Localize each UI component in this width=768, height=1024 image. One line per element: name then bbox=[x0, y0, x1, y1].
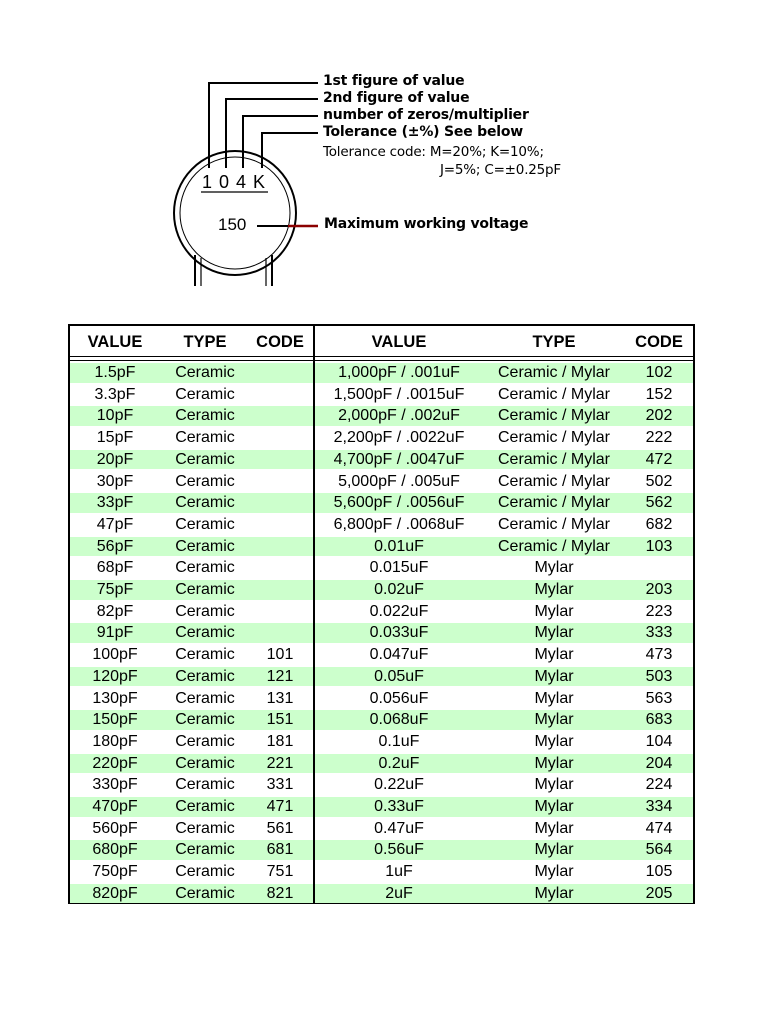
cell-value-left: 680pF bbox=[92, 841, 138, 859]
cell-type-left: Ceramic bbox=[175, 385, 235, 403]
cell-code-left: 131 bbox=[266, 689, 294, 707]
cell-value-right: 0.033uF bbox=[369, 624, 429, 642]
cell-code-left bbox=[250, 601, 310, 623]
cell-code-right bbox=[625, 557, 693, 579]
cell-value-right: 5,000pF / .005uF bbox=[338, 472, 460, 490]
cell-type-left: Ceramic bbox=[175, 472, 235, 490]
table-row bbox=[70, 774, 693, 796]
table-row bbox=[70, 796, 693, 818]
table-row bbox=[70, 514, 693, 536]
cell-type-right: Mylar bbox=[534, 798, 574, 815]
cell-value-left: 33pF bbox=[96, 494, 134, 512]
capacitor-marking-diagram bbox=[0, 0, 768, 300]
callout-tolerance: Tolerance (±%) See below bbox=[323, 124, 524, 140]
cell-code-left bbox=[250, 492, 310, 514]
cell-type-left: Ceramic bbox=[175, 689, 235, 707]
cell-value-right: 0.047uF bbox=[369, 646, 429, 664]
cell-value-right: 0.05uF bbox=[374, 667, 424, 685]
cell-value-right: 0.1uF bbox=[378, 732, 420, 750]
cell-type-right: Ceramic / Mylar bbox=[497, 515, 610, 533]
cell-type-right: Mylar bbox=[534, 863, 574, 881]
table-row bbox=[70, 666, 693, 688]
cell-code-left: 471 bbox=[266, 798, 294, 815]
cell-type-left: Ceramic bbox=[175, 624, 235, 642]
code-digit-3: 4 bbox=[236, 172, 247, 192]
cell-value-left: 750pF bbox=[92, 863, 138, 881]
cell-code-left: 121 bbox=[266, 667, 294, 685]
cell-type-right: Ceramic / Mylar bbox=[497, 385, 610, 403]
table-row bbox=[70, 839, 693, 861]
cell-type-right: Mylar bbox=[534, 776, 574, 794]
cell-type-left: Ceramic bbox=[175, 863, 235, 881]
code-digit-1: 1 bbox=[202, 172, 213, 192]
cell-code-left: 751 bbox=[266, 863, 294, 881]
cell-type-left: Ceramic bbox=[175, 581, 235, 598]
cell-code-right: 152 bbox=[645, 385, 673, 403]
cell-type-left: Ceramic bbox=[175, 841, 235, 859]
cell-code-right: 103 bbox=[645, 537, 673, 555]
cell-code-left bbox=[250, 622, 310, 644]
cell-code-left bbox=[250, 405, 310, 427]
cell-type-right: Mylar bbox=[534, 754, 574, 772]
table-row bbox=[70, 709, 693, 731]
cell-code-left bbox=[250, 427, 310, 449]
cell-code-right: 204 bbox=[645, 754, 673, 772]
cell-code-left bbox=[250, 449, 310, 471]
cell-type-right: Mylar bbox=[534, 667, 574, 685]
cell-value-left: 150pF bbox=[92, 711, 138, 729]
cell-type-right: Mylar bbox=[534, 602, 574, 620]
cell-type-left: Ceramic bbox=[175, 559, 235, 577]
cell-type-right: Mylar bbox=[534, 841, 574, 859]
table-row bbox=[70, 405, 693, 427]
header-type-left: TYPE bbox=[183, 333, 227, 351]
cell-code-right: 472 bbox=[645, 450, 673, 468]
header-value-left: VALUE bbox=[87, 333, 143, 351]
cell-type-right: Ceramic / Mylar bbox=[497, 450, 610, 468]
callout-second-figure: 2nd figure of value bbox=[323, 90, 470, 106]
cell-code-right: 682 bbox=[645, 515, 673, 533]
cell-value-left: 91pF bbox=[96, 624, 134, 642]
callout-multiplier: number of zeros/multiplier bbox=[323, 107, 529, 123]
cell-code-right: 683 bbox=[645, 711, 673, 729]
table-row bbox=[70, 644, 693, 666]
cell-value-right: 1,500pF / .0015uF bbox=[333, 385, 465, 403]
header-code-left: CODE bbox=[256, 333, 304, 351]
cell-code-right: 223 bbox=[645, 602, 673, 620]
cell-code-left: 151 bbox=[266, 711, 294, 729]
table-row bbox=[70, 883, 693, 905]
cell-code-left: 681 bbox=[266, 841, 294, 859]
callout-first-figure: 1st figure of value bbox=[323, 73, 465, 89]
cell-code-right: 473 bbox=[645, 646, 673, 664]
cell-code-left: 331 bbox=[266, 776, 294, 794]
cell-value-left: 100pF bbox=[92, 646, 138, 664]
code-digit-2: 0 bbox=[219, 172, 230, 192]
cell-value-right: 0.47uF bbox=[374, 819, 424, 837]
cell-value-right: 0.56uF bbox=[374, 841, 424, 859]
cell-code-left bbox=[250, 362, 310, 384]
tolerance-code-line-1: Tolerance code: M=20%; K=10%; bbox=[323, 144, 544, 160]
table-row bbox=[70, 579, 693, 601]
cell-code-right: 564 bbox=[645, 841, 673, 859]
cell-value-left: 20pF bbox=[96, 450, 134, 468]
header-value-right: VALUE bbox=[371, 333, 427, 351]
cell-type-right: Mylar bbox=[534, 624, 574, 642]
cell-code-right: 202 bbox=[645, 407, 673, 425]
cell-type-right: Mylar bbox=[534, 646, 574, 664]
cell-type-left: Ceramic bbox=[175, 429, 235, 447]
cell-value-left: 820pF bbox=[92, 884, 138, 902]
cell-code-left: 221 bbox=[266, 754, 294, 772]
table-row bbox=[70, 688, 693, 710]
cell-value-left: 47pF bbox=[96, 515, 134, 533]
voltage-label: 150 bbox=[218, 215, 247, 234]
cell-value-right: 1,000pF / .001uF bbox=[338, 364, 460, 381]
cell-value-left: 330pF bbox=[92, 776, 138, 794]
table-row bbox=[70, 557, 693, 579]
cell-type-right: Mylar bbox=[534, 689, 574, 707]
cell-value-left: 130pF bbox=[92, 689, 138, 707]
cell-value-right: 1uF bbox=[385, 863, 413, 881]
cell-value-right: 6,800pF / .0068uF bbox=[333, 515, 465, 533]
header-type-right: TYPE bbox=[532, 333, 576, 351]
cell-type-right: Mylar bbox=[534, 819, 574, 837]
table-row bbox=[70, 362, 693, 384]
table-row bbox=[70, 731, 693, 753]
callout-max-voltage: Maximum working voltage bbox=[324, 216, 529, 232]
cell-value-right: 2uF bbox=[385, 884, 413, 902]
cell-type-left: Ceramic bbox=[175, 407, 235, 425]
cell-code-left: 181 bbox=[266, 732, 294, 750]
table-row bbox=[70, 492, 693, 514]
cell-type-left: Ceramic bbox=[175, 602, 235, 620]
cell-value-left: 68pF bbox=[96, 559, 134, 577]
cell-value-right: 2,000pF / .002uF bbox=[338, 407, 460, 425]
table-row bbox=[70, 818, 693, 840]
cell-code-right: 563 bbox=[645, 689, 673, 707]
cell-value-right: 0.01uF bbox=[374, 537, 424, 555]
cell-type-left: Ceramic bbox=[175, 494, 235, 512]
cell-code-right: 503 bbox=[645, 667, 673, 685]
table-header-row bbox=[70, 326, 693, 356]
cell-type-right: Mylar bbox=[534, 581, 574, 598]
cell-value-right: 4,700pF / .0047uF bbox=[333, 450, 465, 468]
cell-code-left bbox=[250, 471, 310, 493]
cell-type-right: Ceramic / Mylar bbox=[497, 494, 610, 512]
cell-value-right: 0.33uF bbox=[374, 798, 424, 815]
cell-type-right: Ceramic / Mylar bbox=[497, 429, 610, 447]
cell-value-left: 120pF bbox=[92, 667, 138, 685]
cell-value-left: 56pF bbox=[96, 537, 134, 555]
cell-value-left: 470pF bbox=[92, 798, 138, 815]
cell-type-right: Ceramic / Mylar bbox=[497, 364, 610, 381]
table-row bbox=[70, 622, 693, 644]
cell-type-right: Ceramic / Mylar bbox=[497, 472, 610, 490]
cell-type-left: Ceramic bbox=[175, 798, 235, 815]
table-row bbox=[70, 861, 693, 883]
cell-code-right: 102 bbox=[645, 364, 673, 381]
table-row bbox=[70, 471, 693, 493]
table-row bbox=[70, 601, 693, 623]
header-rule-top bbox=[70, 356, 693, 357]
cell-type-left: Ceramic bbox=[175, 754, 235, 772]
cell-code-left: 101 bbox=[266, 646, 294, 664]
cell-value-right: 2,200pF / .0022uF bbox=[333, 429, 465, 447]
tolerance-code-line-2: J=5%; C=±0.25pF bbox=[440, 162, 561, 178]
table-row bbox=[70, 536, 693, 558]
cell-value-right: 0.068uF bbox=[369, 711, 429, 729]
cell-code-right: 105 bbox=[645, 863, 673, 881]
table-row bbox=[70, 427, 693, 449]
cell-type-right: Ceramic / Mylar bbox=[497, 407, 610, 425]
cell-value-left: 15pF bbox=[96, 429, 134, 447]
cell-code-left bbox=[250, 557, 310, 579]
cell-code-right: 104 bbox=[645, 732, 673, 750]
cell-value-right: 0.056uF bbox=[369, 689, 429, 707]
cell-value-left: 30pF bbox=[96, 472, 134, 490]
cell-type-left: Ceramic bbox=[175, 711, 235, 729]
cell-type-left: Ceramic bbox=[175, 667, 235, 685]
cell-code-left bbox=[250, 514, 310, 536]
cell-value-right: 0.022uF bbox=[369, 602, 429, 620]
cell-type-right: Mylar bbox=[534, 559, 574, 577]
cell-type-right: Mylar bbox=[534, 732, 574, 750]
cell-value-left: 82pF bbox=[96, 602, 134, 620]
cell-type-right: Ceramic / Mylar bbox=[497, 537, 610, 555]
cell-value-right: 0.2uF bbox=[378, 754, 420, 772]
cell-code-right: 333 bbox=[645, 624, 673, 642]
cell-value-right: 0.015uF bbox=[369, 559, 429, 577]
cell-value-left: 180pF bbox=[92, 732, 138, 750]
cell-code-right: 222 bbox=[645, 429, 673, 447]
table-row bbox=[70, 753, 693, 775]
cell-type-left: Ceramic bbox=[175, 364, 235, 381]
cell-type-left: Ceramic bbox=[175, 450, 235, 468]
table-row bbox=[70, 384, 693, 406]
capacitor-code-table bbox=[68, 324, 695, 904]
header-rule-bottom bbox=[70, 360, 693, 361]
cell-code-left: 561 bbox=[266, 819, 294, 837]
cell-type-left: Ceramic bbox=[175, 776, 235, 794]
cell-code-right: 205 bbox=[645, 884, 673, 902]
cell-type-left: Ceramic bbox=[175, 515, 235, 533]
cell-type-left: Ceramic bbox=[175, 884, 235, 902]
cell-code-left bbox=[250, 579, 310, 601]
cell-code-right: 502 bbox=[645, 472, 673, 490]
cell-value-left: 10pF bbox=[96, 407, 134, 425]
cell-code-right: 224 bbox=[645, 776, 673, 794]
cell-type-right: Mylar bbox=[534, 711, 574, 729]
cell-value-left: 560pF bbox=[92, 819, 138, 837]
cell-code-left: 821 bbox=[266, 884, 294, 902]
cell-value-left: 220pF bbox=[92, 754, 138, 772]
cell-type-left: Ceramic bbox=[175, 646, 235, 664]
cell-value-right: 0.22uF bbox=[374, 776, 424, 794]
cell-code-right: 562 bbox=[645, 494, 673, 512]
table-row bbox=[70, 449, 693, 471]
cell-type-left: Ceramic bbox=[175, 537, 235, 555]
column-divider bbox=[313, 326, 315, 902]
cell-value-right: 0.02uF bbox=[374, 581, 424, 598]
cell-value-left: 75pF bbox=[96, 581, 134, 598]
header-code-right: CODE bbox=[635, 333, 683, 351]
cell-code-left bbox=[250, 384, 310, 406]
cell-value-left: 3.3pF bbox=[94, 385, 136, 403]
cell-type-left: Ceramic bbox=[175, 732, 235, 750]
cell-type-right: Mylar bbox=[534, 884, 574, 902]
cell-type-left: Ceramic bbox=[175, 819, 235, 837]
code-digit-tolerance: K bbox=[253, 172, 266, 192]
cell-code-left bbox=[250, 536, 310, 558]
cell-code-right: 474 bbox=[645, 819, 673, 837]
cell-code-right: 334 bbox=[645, 798, 673, 815]
cell-value-right: 5,600pF / .0056uF bbox=[333, 494, 465, 512]
cell-value-left: 1.5pF bbox=[94, 364, 136, 381]
cell-code-right: 203 bbox=[645, 581, 673, 598]
